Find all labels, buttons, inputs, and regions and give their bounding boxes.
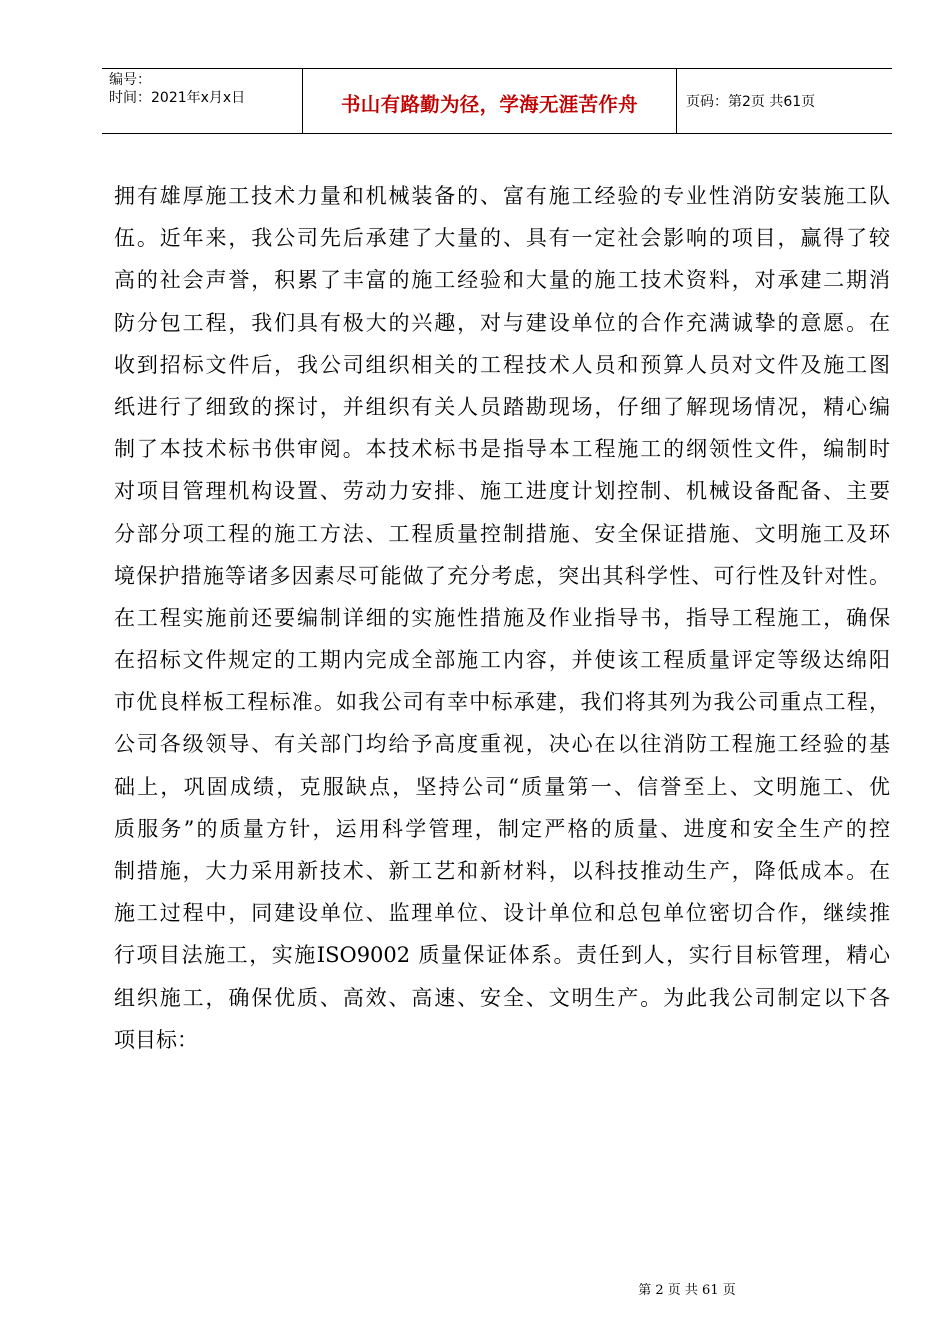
paragraph-line: 防分包工程，我们具有极大的兴趣，对与建设单位的合作充满诚挚的意愿。在 [114,310,890,335]
motto-text: 书山有路勤为径，学海无涯苦作舟 [340,93,638,116]
paragraph-line: 纸进行了细致的探讨，并组织有关人员踏勘现场，仔细了解现场情况，精心编 [114,394,890,419]
paragraph-line: 对项目管理机构设置、劳动力安排、施工进度计划控制、机械设备配备、主要 [114,479,890,504]
paragraph-line: 市优良样板工程标准。如我公司有幸中标承建，我们将其列为我公司重点工程， [114,690,890,715]
number-label: 编号： [109,72,151,88]
paragraph-line: 制了本技术标书供审阅。本技术标书是指导本工程施工的纲领性文件，编制时 [114,437,890,462]
header-motto-cell [303,69,677,133]
paragraph-line: 在工程实施前还要编制详细的实施性措施及作业指导书，指导工程施工，确保 [114,605,890,630]
paragraph-line: 拥有雄厚施工技术力量和机械装备的、富有施工经验的专业性消防安装施工队 [114,184,890,208]
paragraph-line: 公司各级领导、有关部门均给予高度重视，决心在以往消防工程施工经验的基 [114,732,890,757]
header-meta-cell [102,69,303,133]
paragraph-line: 行项目法施工，实施ISO9002 质量保证体系。责任到人，实行目标管理，精心 [114,943,890,968]
paragraph-line: 组织施工，确保优质、高效、高速、安全、文明生产。为此我公司制定以下各 [114,985,890,1010]
paragraph-line: 项目标： [114,1027,198,1052]
header-page-cell [677,69,892,133]
time-label: 时间：2021年x月x日 [109,90,246,106]
paragraph-line: 础上，巩固成绩，克服缺点，坚持公司“质量第一、信誉至上、文明施工、优 [114,774,890,799]
paragraph-line: 制措施，大力采用新技术、新工艺和新材料，以科技推动生产，降低成本。在 [114,859,890,883]
paragraph-line: 施工过程中，同建设单位、监理单位、设计单位和总包单位密切合作，继续推 [114,901,890,926]
footer-page-number: 第 2 页 共 61 页 [638,1283,736,1298]
paragraph-line: 收到招标文件后，我公司组织相关的工程技术人员和预算人员对文件及施工图 [114,352,890,377]
document-header [102,68,892,134]
paragraph-line: 伍。近年来，我公司先后承建了大量的、具有一定社会影响的项目，赢得了较 [114,226,890,251]
paragraph-line: 分部分项工程的施工方法、工程质量控制措施、安全保证措施、文明施工及环 [114,521,890,546]
body-paragraph [114,175,890,1061]
paragraph-line: 高的社会声誉，积累了丰富的施工经验和大量的施工技术资料，对承建二期消 [114,268,890,293]
paragraph-line: 境保护措施等诸多因素尽可能做了充分考虑，突出其科学性、可行性及针对性。 [114,563,890,588]
page-footer [0,1279,950,1298]
paragraph-line: 在招标文件规定的工期内完成全部施工内容，并使该工程质量评定等级达绵阳 [114,648,890,673]
page-code: 页码：第2页 共61页 [686,94,816,110]
paragraph-line: 质服务”的质量方针，运用科学管理，制定严格的质量、进度和安全生产的控 [114,816,890,841]
